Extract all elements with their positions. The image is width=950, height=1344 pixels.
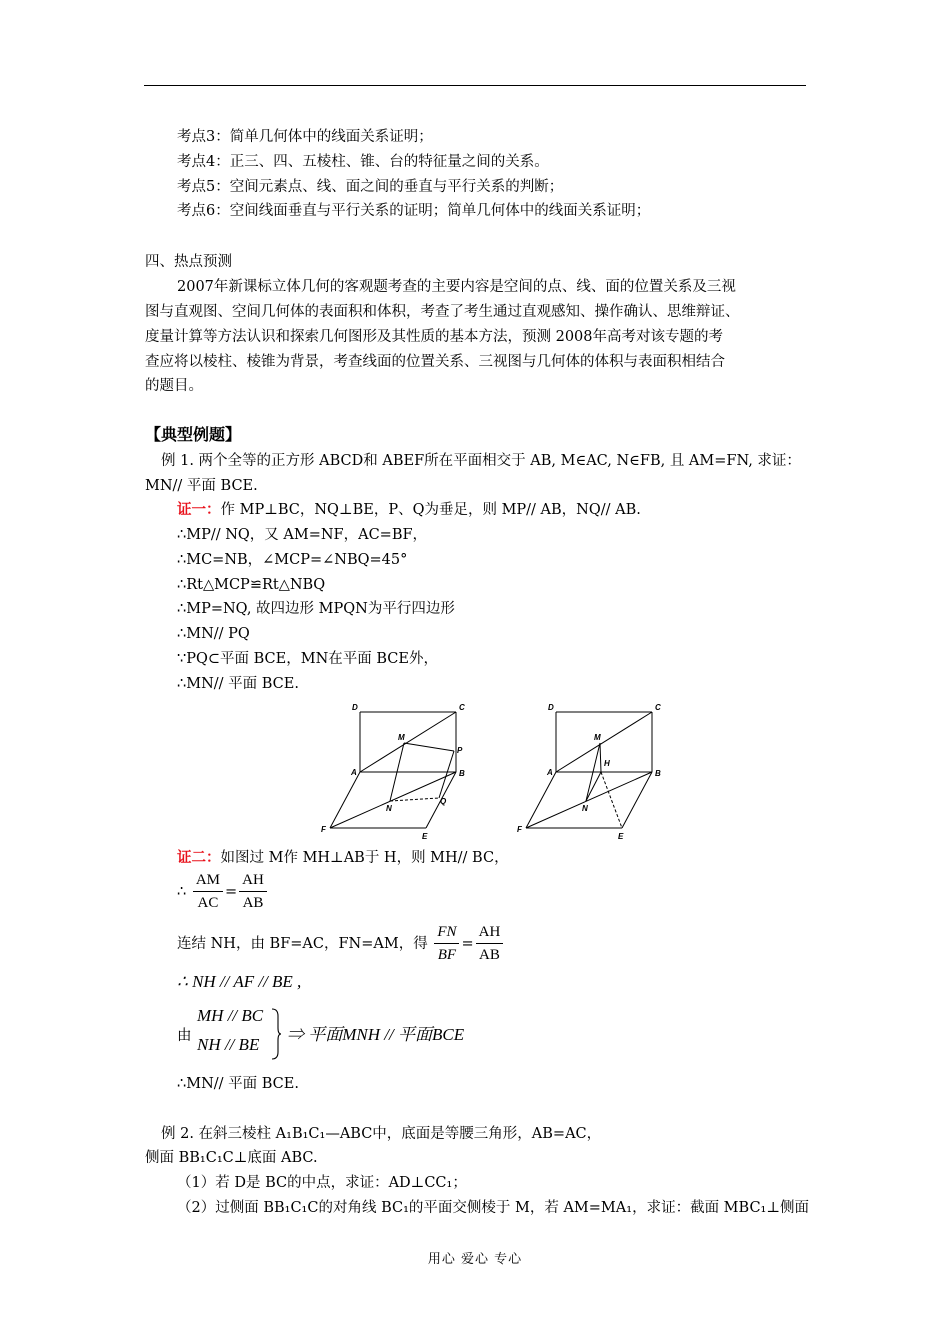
fraction-am-ac: $\frac{AM}{AC}$ [193, 872, 223, 912]
connect-line [177, 924, 505, 964]
fig-label-f: F [517, 825, 522, 834]
connect-text: 连结 NH，由 BF=AC，FN=AM，得 [177, 936, 428, 952]
fraction-ah-ab: $\frac{AH}{AB}$ [239, 872, 267, 912]
kaodian-6: 考点6：空间线面垂直与平行关系的证明；简单几何体中的线面关系证明； [177, 203, 651, 219]
fig-label-e: E [618, 832, 624, 841]
ex1-problem-line: 例 1. 两个全等的正方形 ABCD和 ABEF所在平面相交于 AB, M∈AC, N∈FB, 且 AM=FN, 求证： [161, 453, 801, 469]
fig-label-f: F [321, 825, 326, 834]
header-rule [144, 85, 806, 86]
system-bottom: NH // BE [197, 1035, 260, 1054]
equals-sign: = [461, 936, 474, 952]
proof1-step: ∴MP=NQ, 故四边形 MPQN为平行四边形 [177, 601, 455, 617]
page-footer: 用心 爱心 专心 [427, 1252, 523, 1267]
fig-label-c: C [655, 703, 661, 712]
examples-heading: 【典型例题】 [145, 425, 242, 444]
fraction-line-1 [177, 872, 269, 912]
fraction-fn-bf: $\frac{FN}{BF}$ [434, 924, 459, 964]
parallel-line: ∴ NH // AF // BE , [177, 972, 302, 991]
figure-1 [330, 712, 456, 828]
proof2-first-line [177, 848, 509, 868]
proof2-first-text: 如图过 M作 MH⊥AB于 H，则 MH// BC， [220, 850, 509, 866]
fig-label-h: H [604, 759, 610, 768]
proof2-label: 证二： [177, 849, 221, 866]
fig-label-d: D [352, 703, 358, 712]
fig-label-m: M [398, 733, 405, 742]
fig-label-m: M [594, 733, 601, 742]
section4-para-line: 2007年新课标立体几何的客观题考查的主要内容是空间的点、线、面的位置关系及三视 [177, 279, 736, 295]
proof1-first-text: 作 MP⊥BC，NQ⊥BE，P、Q为垂足，则 MP// AB，NQ// AB. [220, 502, 641, 518]
section4-para-line: 查应将以棱柱、棱锥为背景，考查线面的位置关系、三视图与几何体的体积与表面积相结合 [145, 354, 725, 370]
fig-label-e: E [422, 832, 428, 841]
kaodian-4: 考点4：正三、四、五棱柱、锥、台的特征量之间的关系。 [177, 154, 549, 170]
proof1-step: ∴MC=NB，∠MCP=∠NBQ=45° [177, 552, 408, 568]
system-top: MH // BC [197, 1006, 264, 1025]
fig-label-d: D [548, 703, 554, 712]
proof1-step: ∴Rt△MCP≌Rt△NBQ [177, 577, 326, 593]
fig-label-n: N [386, 804, 392, 813]
section4-para-line: 的题目。 [145, 378, 203, 394]
equals-sign: = [225, 884, 238, 900]
proof1-step: ∴MN// 平面 BCE. [177, 676, 299, 692]
ex1-problem-line: MN// 平面 BCE. [145, 478, 258, 494]
kaodian-3: 考点3：简单几何体中的线面关系证明； [177, 129, 433, 145]
fig-label-p: P [457, 746, 463, 755]
section4-heading: 四、热点预测 [145, 254, 232, 270]
proof1-first-line [177, 500, 641, 520]
therefore-symbol: ∴ [177, 884, 187, 900]
fig-label-b: B [655, 769, 661, 778]
section4-para-line: 图与直观图、空间几何体的表面积和体积，考查了考生通过直观感知、操作确认、思维辩证、 [145, 304, 740, 320]
fig-label-b: B [459, 769, 465, 778]
brace-icon [270, 1008, 282, 1060]
proof1-step: ∴MP// NQ，又 AM=NF，AC=BF， [177, 527, 428, 543]
fig-label-a: A [351, 768, 357, 777]
you-label: 由 [177, 1028, 192, 1044]
kaodian-5: 考点5：空间元素点、线、面之间的垂直与平行关系的判断； [177, 179, 564, 195]
proof1-step: ∵PQ⊂平面 BCE，MN在平面 BCE外， [177, 651, 438, 667]
ex2-question-2: （2）过侧面 BB₁C₁C的对角线 BC₁的平面交侧棱于 M，若 AM=MA₁，求证：截面 MBC₁⊥侧面 [177, 1200, 809, 1216]
geometry-figures [320, 700, 680, 845]
ex2-problem-line: 侧面 BB₁C₁C⊥底面 ABC. [145, 1150, 318, 1166]
ex2-problem-line: 例 2. 在斜三棱柱 A₁B₁C₁—ABC中，底面是等腰三角形，AB=AC， [161, 1126, 602, 1142]
section4-para-line: 度量计算等方法认识和探索几何图形及其性质的基本方法，预测 2008年高考对该专题的考 [145, 329, 724, 345]
proof1-step: ∴MN// PQ [177, 626, 250, 642]
ex2-question-1: （1）若 D是 BC的中点，求证：AD⊥CC₁； [177, 1175, 467, 1191]
fig-label-q: Q [440, 797, 447, 806]
proof1-label: 证一： [177, 501, 221, 518]
figure-2 [526, 712, 652, 828]
fig-label-n: N [582, 804, 588, 813]
proof2-conclusion: ∴MN// 平面 BCE. [177, 1076, 299, 1092]
system-result: ⇒ 平面MNH // 平面BCE [287, 1025, 465, 1044]
fraction-ah-ab-2: $\frac{AH}{AB}$ [476, 924, 504, 964]
fig-label-c: C [459, 703, 465, 712]
fig-label-a: A [547, 768, 553, 777]
